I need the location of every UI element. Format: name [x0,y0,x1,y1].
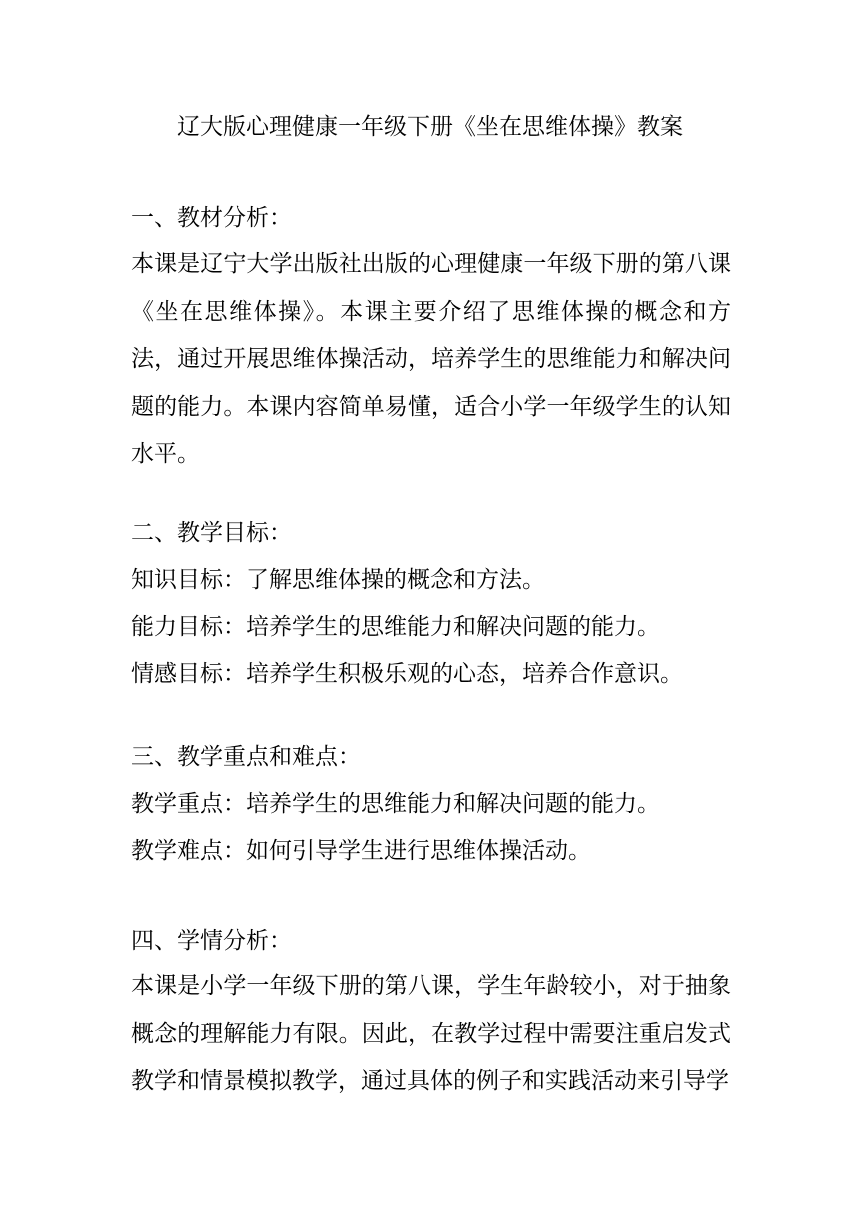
document-title: 辽大版心理健康一年级下册《坐在思维体操》教案 [177,114,683,140]
teaching-difficulty: 教学难点：如何引导学生进行思维体操活动。 [131,838,591,864]
knowledge-goal: 知识目标：了解思维体操的概念和方法。 [131,567,545,593]
section-1-body: 本课是辽宁大学出版社出版的心理健康一年级下册的第八课《坐在思维体操》。本课主要介绍了思维体操的概念和方法，通过开展思维体操活动，培养学生的思维能力和解决问题的能力。本课内容简单易懂，适合小学一年级学生的认知水平。 [131,251,731,467]
section-3-heading: 三、教学重点和难点： [131,744,361,770]
section-2-heading: 二、教学目标： [131,520,292,546]
section-1-heading: 一、教材分析： [131,205,292,231]
emotion-goal: 情感目标：培养学生积极乐观的心态，培养合作意识。 [131,661,683,687]
section-4-body: 本课是小学一年级下册的第八课，学生年龄较小，对于抽象概念的理解能力有限。因此，在教学过程中需要注重启发式教学和情景模拟教学，通过具体的例子和实践活动来引导学 [131,973,731,1094]
teaching-focus: 教学重点：培养学生的思维能力和解决问题的能力。 [131,791,660,817]
ability-goal: 能力目标：培养学生的思维能力和解决问题的能力。 [131,614,660,640]
section-4-heading: 四、学情分析： [131,928,292,954]
